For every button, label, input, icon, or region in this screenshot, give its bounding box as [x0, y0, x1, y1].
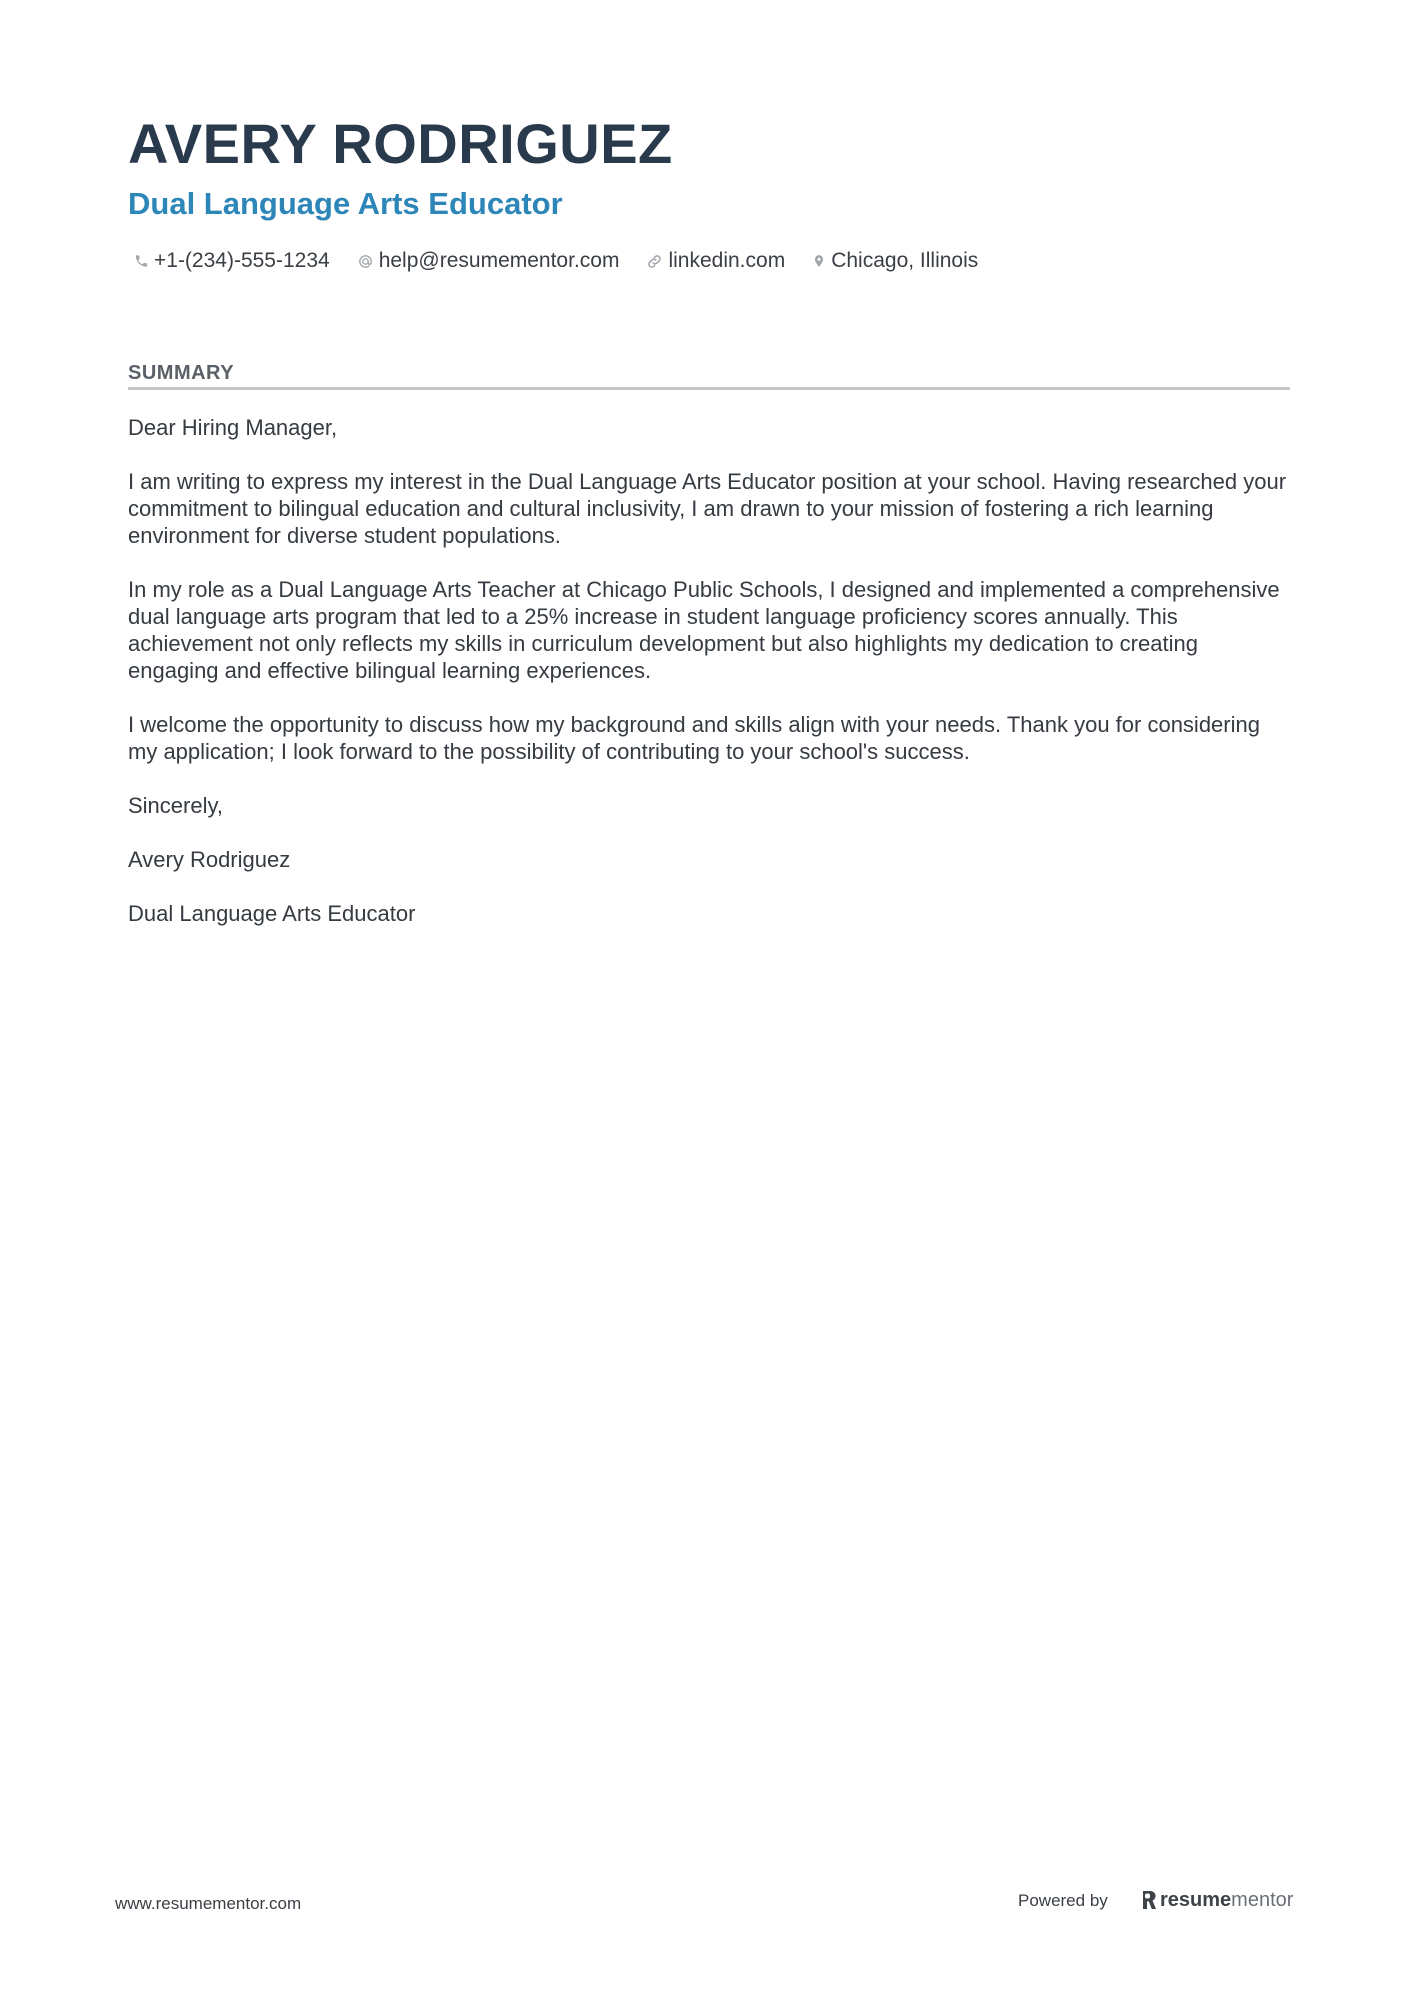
contact-email[interactable] — [357, 246, 620, 276]
footer-powered-by: Powered by — [1018, 1891, 1108, 1910]
signature-name: Avery Rodriguez — [128, 847, 291, 872]
brand-text-resume: resume — [1160, 1889, 1232, 1911]
phone-text: +1-(234)-555-1234 — [154, 249, 330, 272]
location-text: Chicago, Illinois — [831, 249, 979, 272]
signature-title: Dual Language Arts Educator — [128, 901, 416, 926]
footer-website-link[interactable]: www.resumementor.com — [115, 1894, 302, 1913]
linkedin-text: linkedin.com — [668, 249, 786, 272]
contact-location — [812, 246, 978, 276]
link-icon — [646, 253, 663, 270]
section-divider — [128, 387, 1290, 390]
letter-paragraph: In my role as a Dual Language Arts Teacher at Chicago Public Schools, I designed and implemented a comprehensive dual language arts program that led to a 25% increase in student language proficiency scores annually. This achievement not only reflects my skills in curriculum development but also highlights my dedication to creating engaging and effective bilingual learning experiences. — [128, 577, 1280, 683]
contact-linkedin[interactable] — [646, 246, 785, 276]
letter-paragraph: I welcome the opportunity to discuss how my background and skills align with your needs. Thank you for considering my application; I look forward to the possibility of contributing to your school's success. — [128, 712, 1260, 764]
job-title: Dual Language Arts Educator — [128, 186, 563, 221]
resumementor-logo-icon — [1141, 1890, 1157, 1910]
footer-brand-logo[interactable] — [1141, 1887, 1293, 1913]
letter-body — [128, 414, 1290, 954]
contact-phone[interactable] — [134, 246, 330, 276]
email-text: help@resumementor.com — [378, 249, 620, 272]
summary-heading: SUMMARY — [128, 362, 235, 384]
brand-text-mentor: mentor — [1231, 1889, 1294, 1911]
at-icon — [357, 253, 374, 270]
letter-paragraph: I am writing to express my interest in the Dual Language Arts Educator position at your school. Having researched your commitment to bilingual education and cultural inclusivity, I am drawn to your mission of fostering a rich learning environment for diverse student populations. — [128, 469, 1287, 548]
letter-greeting: Dear Hiring Manager, — [128, 415, 338, 440]
contact-bar — [134, 246, 1005, 276]
map-pin-icon — [812, 252, 826, 270]
candidate-name: AVERY RODRIGUEZ — [128, 112, 673, 175]
letter-closing: Sincerely, — [128, 793, 223, 818]
phone-icon — [134, 253, 149, 269]
